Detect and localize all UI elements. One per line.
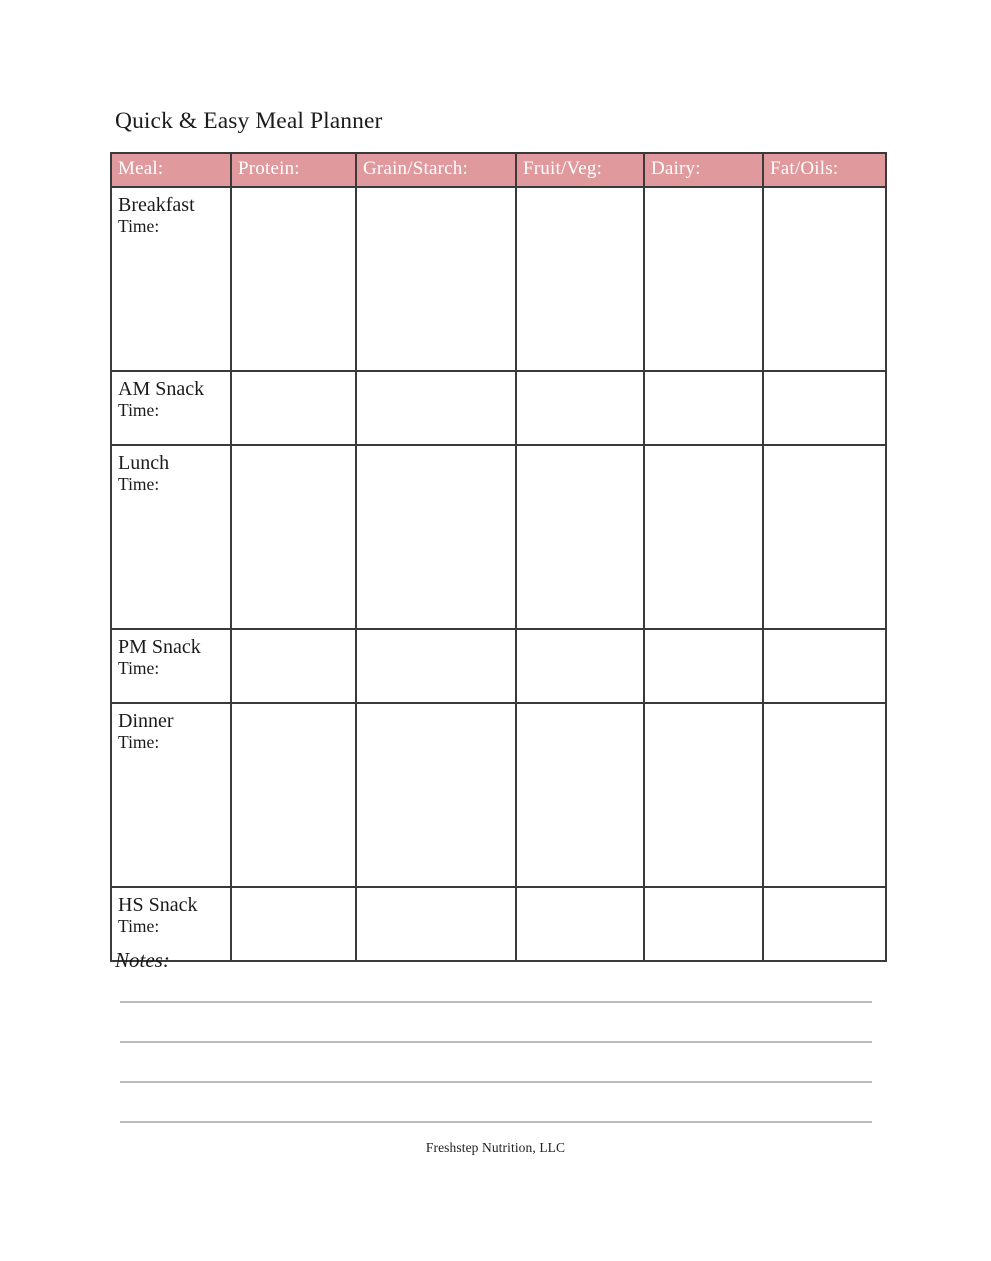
entry-cell-hs-snack-grain[interactable] <box>356 887 516 961</box>
table-row <box>111 887 886 961</box>
column-header-fruitveg: Fruit/Veg: <box>516 153 644 187</box>
meal-time-label: Time: <box>118 658 160 679</box>
entry-cell-hs-snack-fruitveg[interactable] <box>516 887 644 961</box>
meal-name: HS Snack <box>118 894 198 916</box>
meal-label-cell-breakfast <box>111 187 231 371</box>
entry-cell-hs-snack-dairy[interactable] <box>644 887 763 961</box>
entry-cell-pm-snack-grain[interactable] <box>356 629 516 703</box>
meal-name: Breakfast <box>118 194 195 216</box>
notes-section <box>120 1001 872 1123</box>
entry-cell-dinner-protein[interactable] <box>231 703 356 887</box>
entry-cell-lunch-fat[interactable] <box>763 445 886 629</box>
meal-label-cell-dinner <box>111 703 231 887</box>
table-header-row <box>111 153 886 187</box>
meal-name: PM Snack <box>118 636 201 658</box>
entry-cell-dinner-fruitveg[interactable] <box>516 703 644 887</box>
table-row <box>111 187 886 371</box>
meal-label-cell-pm-snack <box>111 629 231 703</box>
column-header-protein: Protein: <box>231 153 356 187</box>
table-row <box>111 445 886 629</box>
column-header-grain: Grain/Starch: <box>356 153 516 187</box>
meal-time-label: Time: <box>118 732 160 753</box>
entry-cell-breakfast-dairy[interactable] <box>644 187 763 371</box>
entry-cell-dinner-fat[interactable] <box>763 703 886 887</box>
entry-cell-am-snack-grain[interactable] <box>356 371 516 445</box>
entry-cell-pm-snack-fat[interactable] <box>763 629 886 703</box>
entry-cell-breakfast-fat[interactable] <box>763 187 886 371</box>
entry-cell-am-snack-protein[interactable] <box>231 371 356 445</box>
entry-cell-lunch-protein[interactable] <box>231 445 356 629</box>
table-row <box>111 629 886 703</box>
entry-cell-dinner-dairy[interactable] <box>644 703 763 887</box>
entry-cell-pm-snack-dairy[interactable] <box>644 629 763 703</box>
entry-cell-breakfast-protein[interactable] <box>231 187 356 371</box>
meal-time-label: Time: <box>118 916 160 937</box>
entry-cell-lunch-fruitveg[interactable] <box>516 445 644 629</box>
entry-cell-lunch-grain[interactable] <box>356 445 516 629</box>
table-body <box>111 187 886 961</box>
notes-write-line[interactable] <box>120 1121 872 1123</box>
notes-label: Notes: <box>115 948 170 972</box>
entry-cell-am-snack-dairy[interactable] <box>644 371 763 445</box>
entry-cell-dinner-grain[interactable] <box>356 703 516 887</box>
notes-write-line[interactable] <box>120 1041 872 1043</box>
table-row <box>111 703 886 887</box>
footer-company-name: Freshstep Nutrition, LLC <box>425 1140 566 1155</box>
meal-time-label: Time: <box>118 474 160 495</box>
entry-cell-am-snack-fruitveg[interactable] <box>516 371 644 445</box>
table-header <box>111 153 886 187</box>
column-header-fat: Fat/Oils: <box>763 153 886 187</box>
column-header-meal: Meal: <box>111 153 231 187</box>
entry-cell-pm-snack-fruitveg[interactable] <box>516 629 644 703</box>
meal-time-label: Time: <box>118 400 160 421</box>
column-header-dairy: Dairy: <box>644 153 763 187</box>
meal-name: Lunch <box>118 452 170 474</box>
meal-label-cell-lunch <box>111 445 231 629</box>
entry-cell-pm-snack-protein[interactable] <box>231 629 356 703</box>
entry-cell-breakfast-grain[interactable] <box>356 187 516 371</box>
notes-write-line[interactable] <box>120 1001 872 1003</box>
entry-cell-hs-snack-fat[interactable] <box>763 887 886 961</box>
entry-cell-breakfast-fruitveg[interactable] <box>516 187 644 371</box>
entry-cell-hs-snack-protein[interactable] <box>231 887 356 961</box>
table-row <box>111 371 886 445</box>
entry-cell-lunch-dairy[interactable] <box>644 445 763 629</box>
notes-write-line[interactable] <box>120 1081 872 1083</box>
page-title: Quick & Easy Meal Planner <box>115 108 383 134</box>
meal-planner-table <box>110 152 887 962</box>
meal-name: Dinner <box>118 710 174 732</box>
meal-name: AM Snack <box>118 378 205 400</box>
meal-time-label: Time: <box>118 216 160 237</box>
meal-label-cell-am-snack <box>111 371 231 445</box>
entry-cell-am-snack-fat[interactable] <box>763 371 886 445</box>
